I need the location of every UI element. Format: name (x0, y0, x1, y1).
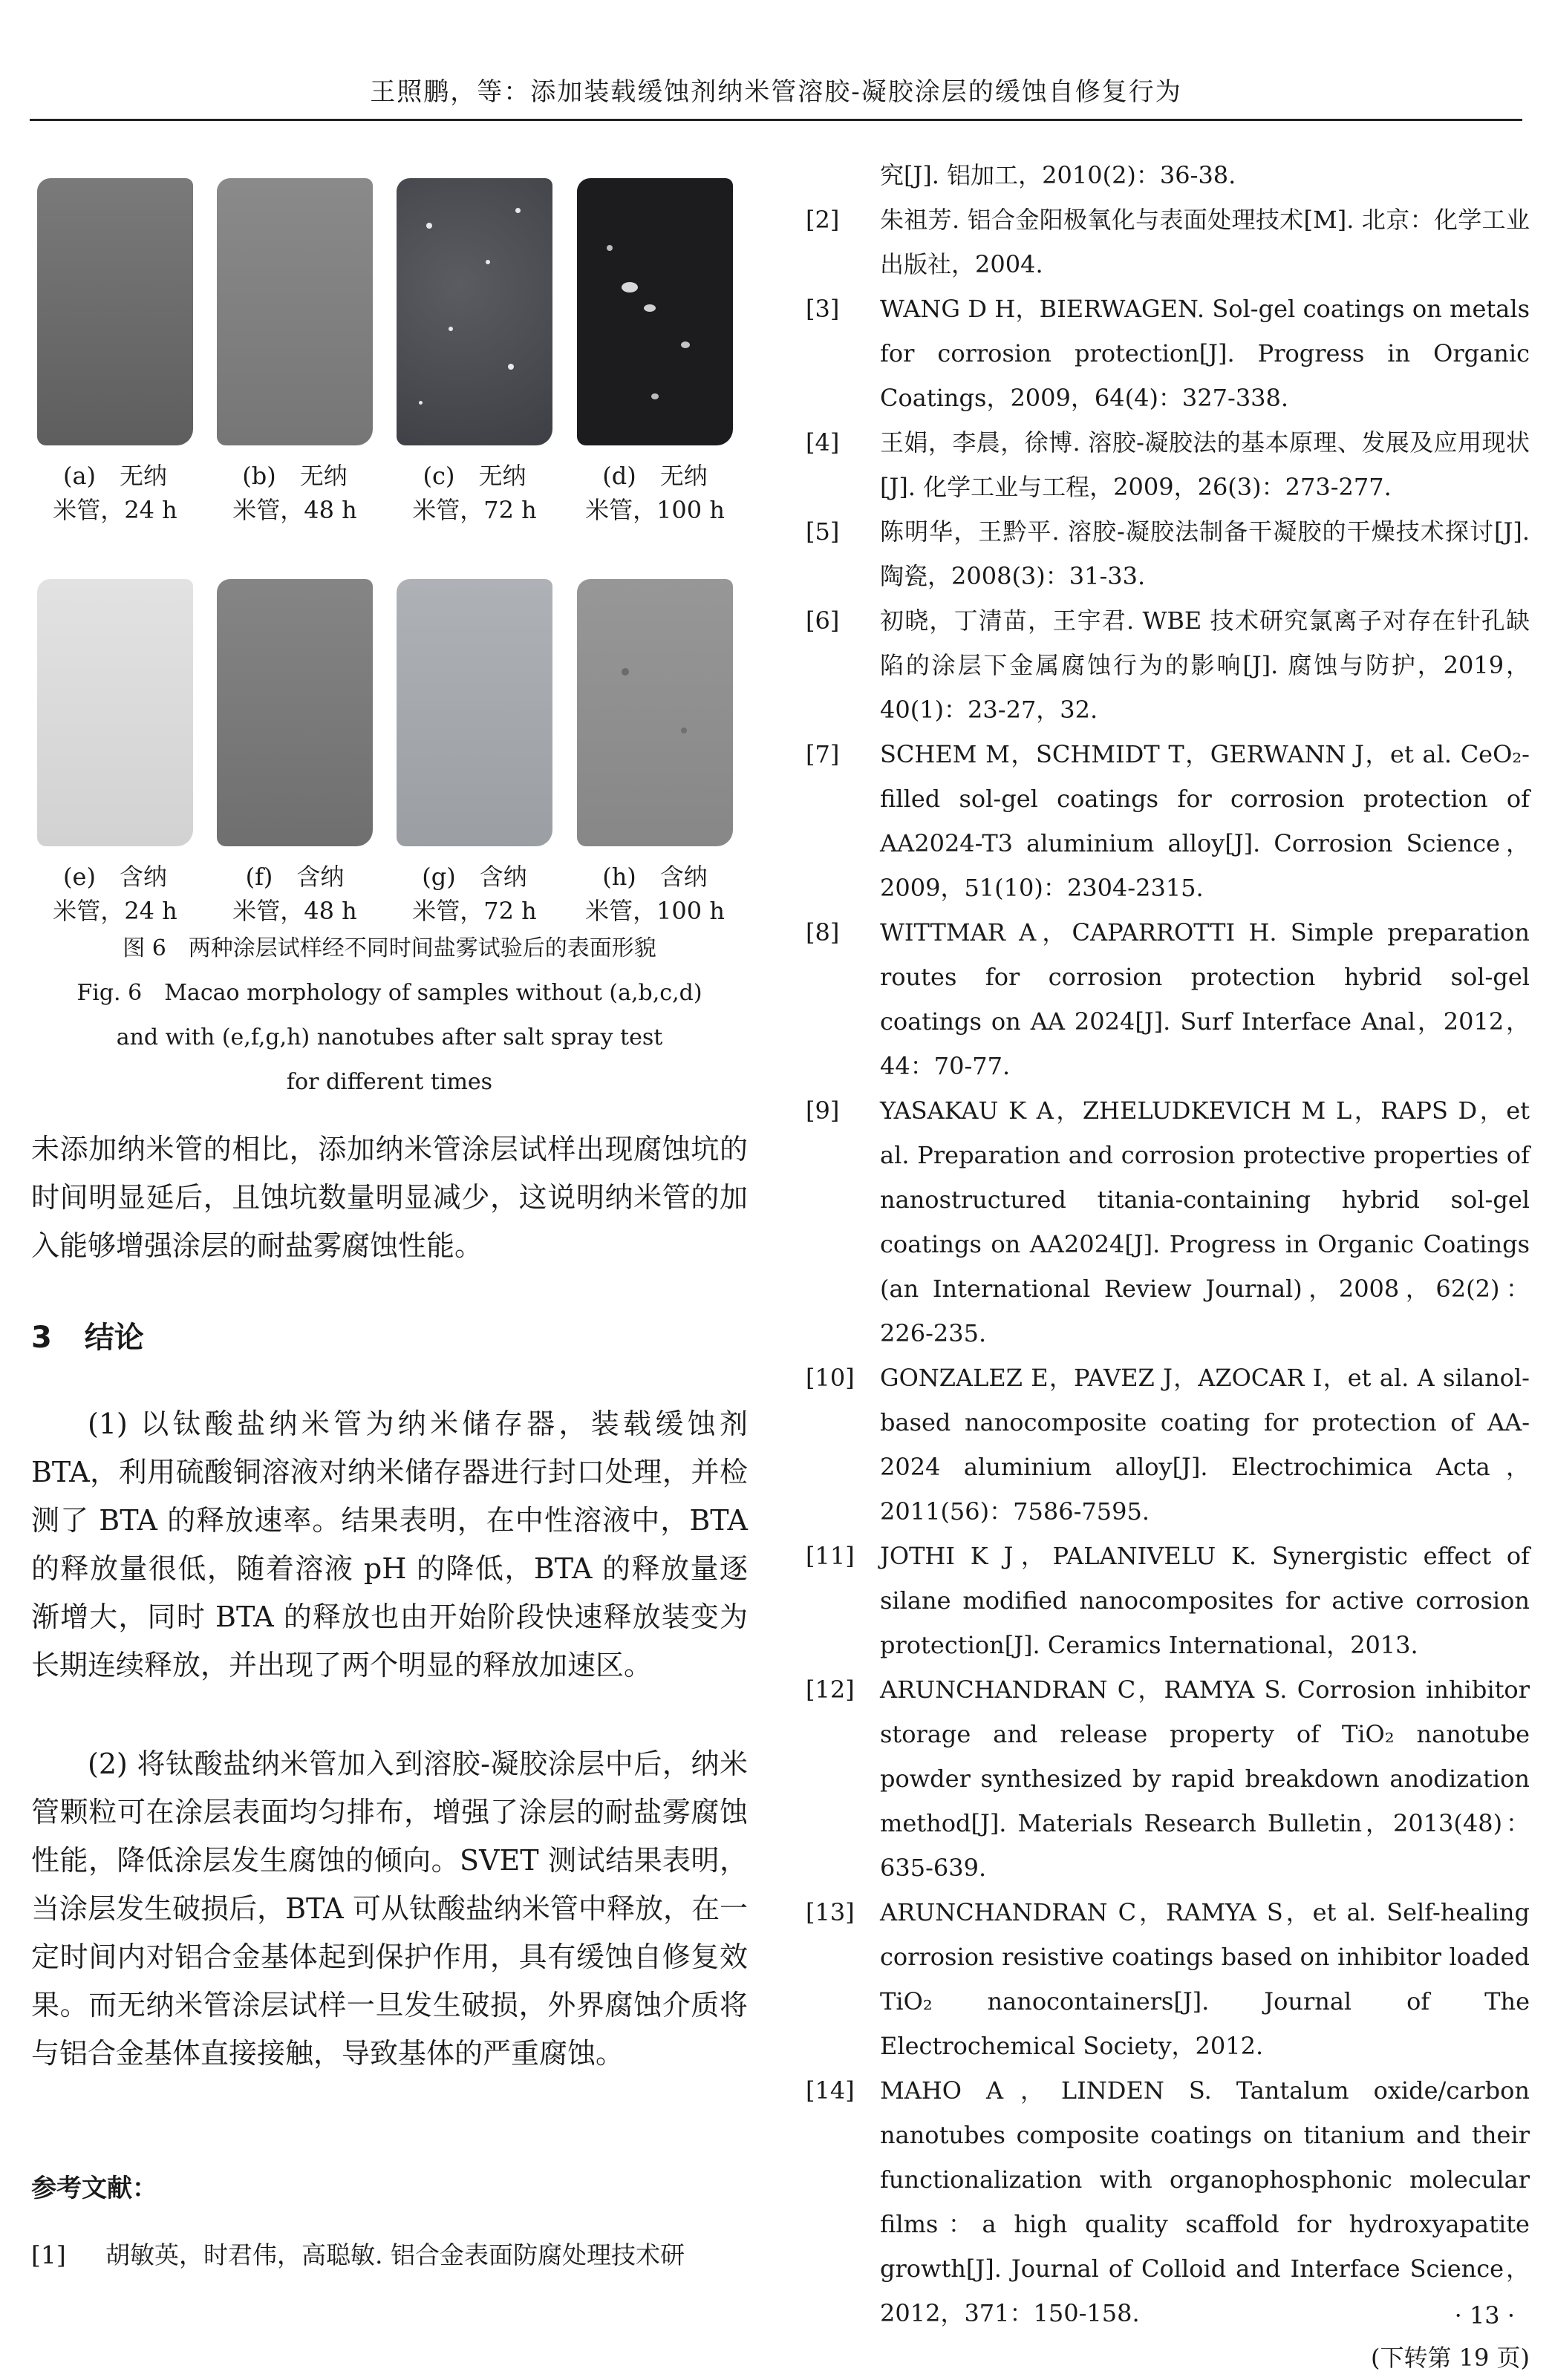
section-title: 结论 (84, 1321, 144, 1355)
reference-8 (806, 910, 1530, 1088)
figure-panel-f (217, 579, 373, 846)
reference-number: [6] (806, 607, 840, 635)
reference-number: [9] (806, 1096, 840, 1125)
page-number: · 13 · (1454, 2301, 1515, 2330)
figure-panel-d (577, 178, 733, 445)
header-rule (30, 119, 1522, 121)
reference-text: 陈明华，王黔平. 溶胶-凝胶法制备干凝胶的干燥技术探讨[J]. 陶瓷，2008(3)：31-33. (880, 517, 1530, 590)
reference-number: [14] (806, 2076, 855, 2105)
reference-text: 初晓，丁清苗，王宇君. WBE 技术研究氯离子对存在针孔缺陷的涂层下金属腐蚀行为的影响[J]. 腐蚀与防护，2019，40(1)：23-27，32. (880, 607, 1530, 724)
reference-text: GONZALEZ E，PAVEZ J，AZOCAR I，et al. A silanol-based nanocomposite coating for protection of AA-2024 aluminium alloy[J]. Electrochimica Acta，2011(56)：7586-7595. (880, 1364, 1530, 1526)
reference-5 (806, 509, 1530, 598)
figure-panel-g (397, 579, 552, 846)
figure-panel-h (577, 579, 733, 846)
reference-number: [7] (806, 740, 840, 768)
figure-caption-cn: 图 6 两种涂层试样经不同时间盐雾试验后的表面形貌 (123, 935, 656, 961)
panel-caption-f: (f) 含纳 米管，48 h (232, 863, 357, 925)
reference-2 (806, 197, 1530, 287)
panel-caption-h: (h) 含纳 米管，100 h (585, 863, 725, 925)
reference-number: [5] (806, 517, 840, 546)
reference-4 (806, 420, 1530, 509)
reference-14 (806, 2068, 1530, 2335)
references-heading: 参考文献： (31, 2174, 157, 2203)
figure-panel-b (217, 178, 373, 445)
reference-11 (806, 1534, 1530, 1667)
reference-text: WITTMAR A，CAPARROTTI H. Simple preparation routes for corrosion protection hybrid sol-gel coatings on AA 2024[J]. Surf Interface Anal，2012，44：70-77. (880, 918, 1530, 1080)
reference-9 (806, 1088, 1530, 1356)
reference-text: ARUNCHANDRAN C，RAMYA S，et al. Self-healing corrosion resistive coatings based on inhibitor loaded TiO₂ nanocontainers[J]. Journal of The Electrochemical Society，2012. (880, 1898, 1530, 2060)
figure-caption-en-1: Fig. 6 Macao morphology of samples without (a,b,c,d) (76, 980, 702, 1006)
reference-text: 王娟，李晨，徐博. 溶胶-凝胶法的基本原理、发展及应用现状[J]. 化学工业与工程，2009，26(3)：273-277. (880, 428, 1530, 501)
continuation-note: (下转第 19 页) (1370, 2344, 1530, 2372)
reference-text: SCHEM M，SCHMIDT T，GERWANN J，et al. CeO₂-filled sol-gel coatings for corrosion protection of AA2024-T3 aluminium alloy[J]. Corrosion Science，2009，51(10)：2304-2315. (880, 740, 1530, 902)
panel-caption-d: (d) 无纳 米管，100 h (585, 462, 725, 524)
reference-number: [1] (31, 2240, 66, 2269)
reference-number: [4] (806, 428, 840, 457)
reference-number: [13] (806, 1898, 855, 1926)
reference-7 (806, 732, 1530, 910)
panel-caption-a: (a) 无纳 米管，24 h (53, 462, 177, 524)
running-header: 王照鹏，等：添加装载缓蚀剂纳米管溶胶-凝胶涂层的缓蚀自修复行为 (370, 77, 1182, 107)
conclusion-paragraph-1: (1) 以钛酸盐纳米管为纳米储存器，装载缓蚀剂 BTA，利用硫酸铜溶液对纳米储存器进行封口处理，并检测了 BTA 的释放速率。结果表明，在中性溶液中，BTA 的释放量很低，随着溶液 pH 的降低，BTA 的释放量逐渐增大，同时 BTA 的释放也由开始阶段快速释放装变为长期连续释放，并出现了两个明显的释放加速区。 (31, 1408, 748, 1681)
reference-number: [3] (806, 295, 840, 323)
reference-number: [11] (806, 1542, 855, 1570)
panel-caption-g: (g) 含纳 米管，72 h (412, 863, 537, 925)
section-heading (31, 1314, 144, 1356)
conclusion-paragraph-2: (2) 将钛酸盐纳米管加入到溶胶-凝胶涂层中后，纳米管颗粒可在涂层表面均匀排布，增强了涂层的耐盐雾腐蚀性能，降低涂层发生腐蚀的倾向。SVET 测试结果表明，当涂层发生破损后，BTA 可从钛酸盐纳米管中释放，在一定时间内对铝合金基体起到保护作用，具有缓蚀自修复效果。而无纳米管涂层试样一旦发生破损，外界腐蚀介质将与铝合金基体直接接触，导致基体的严重腐蚀。 (31, 1748, 748, 2070)
reference-text: WANG D H，BIERWAGEN. Sol-gel coatings on metals for corrosion protection[J]. Progress in Organic Coatings，2009，64(4)：327-338. (880, 295, 1530, 412)
reference-12 (806, 1667, 1530, 1890)
figure-caption-en-2: and with (e,f,g,h) nanotubes after salt spray test (116, 1024, 663, 1050)
left-column (31, 171, 748, 2301)
panel-caption-c: (c) 无纳 米管，72 h (412, 462, 537, 524)
reference-text: 朱祖芳. 铝合金阳极氧化与表面处理技术[M]. 北京：化学工业出版社，2004. (880, 206, 1530, 278)
reference-1 (31, 2233, 748, 2278)
figure-caption-en-3: for different times (286, 1069, 493, 1095)
reference-number: [2] (806, 206, 840, 234)
reference-text: JOTHI K J，PALANIVELU K. Synergistic effect of silane modified nanocomposites for active corrosion protection[J]. Ceramics International，2013. (880, 1542, 1530, 1659)
reference-10 (806, 1356, 1530, 1534)
figure-panel-e (37, 579, 193, 846)
intro-paragraph: 未添加纳米管的相比，添加纳米管涂层试样出现腐蚀坑的时间明显延后，且蚀坑数量明显减少，这说明纳米管的加入能够增强涂层的耐盐雾腐蚀性能。 (31, 1133, 748, 1262)
reference-text: MAHO A，LINDEN S. Tantalum oxide/carbon nanotubes composite coatings on titanium and their functionalization with organophosphonic molecular films：a high quality scaffold for hydroxyapatite growth[J]. Journal of Colloid and Interface Science，2012，371：150-158. (880, 2076, 1530, 2327)
reference-6 (806, 598, 1530, 732)
reference-3 (806, 287, 1530, 420)
reference-text: 胡敏英，时君伟，高聪敏. 铝合金表面防腐处理技术研 (105, 2240, 685, 2269)
panel-caption-b: (b) 无纳 米管，48 h (232, 462, 357, 524)
reference-number: [12] (806, 1676, 855, 1704)
reference-text: YASAKAU K A，ZHELUDKEVICH M L，RAPS D，et al. Preparation and corrosion protective properties of nanostructured titania-containing hybrid sol-gel coatings on AA2024[J]. Progress in Organic Coatings (an International Review Journal)，2008，62(2)：226-235. (880, 1096, 1530, 1347)
figure-panel-c (397, 178, 552, 445)
panel-caption-e: (e) 含纳 米管，24 h (53, 863, 177, 925)
reference-number: [10] (806, 1364, 855, 1392)
reference-text: ARUNCHANDRAN C，RAMYA S. Corrosion inhibitor storage and release property of TiO₂ nanotube powder synthesized by rapid breakdown anodization method[J]. Materials Research Bulletin，2013(48)：635-639. (880, 1676, 1530, 1882)
reference-13 (806, 1890, 1530, 2068)
right-column (806, 153, 1530, 2380)
reference-1-continued: 究[J]. 铝加工，2010(2)：36-38. (880, 161, 1236, 189)
figure-panel-a (37, 178, 193, 445)
section-number: 3 (31, 1321, 52, 1355)
reference-number: [8] (806, 918, 840, 947)
